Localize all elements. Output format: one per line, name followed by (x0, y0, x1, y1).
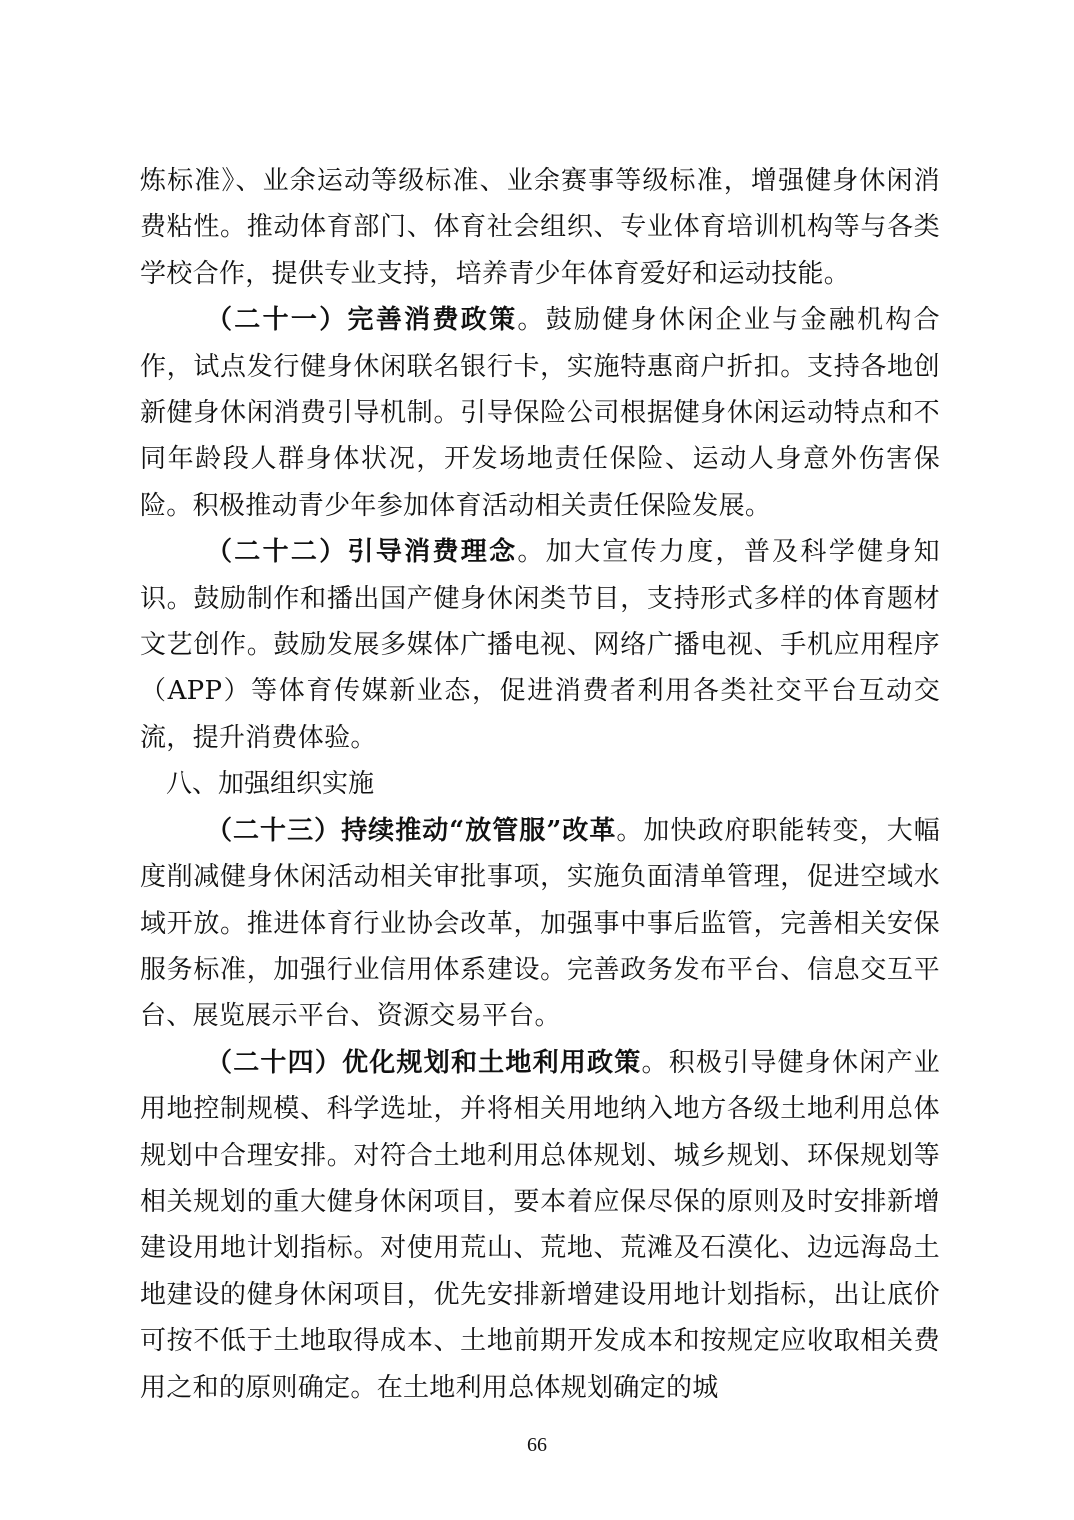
paragraph-heading: （二十二）引导消费理念 (206, 537, 518, 568)
document-page (140, 158, 940, 1411)
paragraph-heading: （二十四）优化规划和土地利用政策 (206, 1047, 642, 1078)
paragraph-body: 。鼓励健身休闲企业与金融机构合作，试点发行健身休闲联名银行卡，实施特惠商户折扣。支持各地创新健身休闲消费引导机制。引导保险公司根据健身休闲运动特点和不同年龄段人群身体状况，开发场地责任保险、运动人身意外伤害保险。积极推动青少年参加体育活动相关责任保险发展。 (140, 305, 940, 521)
page-number: 66 (527, 1434, 547, 1456)
paragraph-heading: （二十三）持续推动“放管服”改革 (206, 815, 617, 846)
paragraph-land-policy (140, 1040, 940, 1411)
paragraph-consumption-concept (140, 529, 940, 761)
paragraph-body: 炼标准》、业余运动等级标准、业余赛事等级标准，增强健身休闲消费粘性。推动体育部门、体育社会组织、专业体育培训机构等与各类学校合作，提供专业支持，培养青少年体育爱好和运动技能。 (140, 166, 940, 289)
paragraph-consumption-policy (140, 297, 940, 529)
paragraph-reform (140, 808, 940, 1040)
paragraph-continuation (140, 158, 940, 297)
paragraph-body: 。加大宣传力度，普及科学健身知识。鼓励制作和播出国产健身休闲类节目，支持形式多样的体育题材文艺创作。鼓励发展多媒体广播电视、网络广播电视、手机应用程序（APP）等体育传媒新业态，促进消费者利用各类社交平台互动交流，提升消费体验。 (140, 537, 940, 753)
paragraph-body: 。加快政府职能转变，大幅度削减健身休闲活动相关审批事项，实施负面清单管理，促进空域水域开放。推进体育行业协会改革，加强事中事后监管，完善相关安保服务标准，加强行业信用体系建设。完善政务发布平台、信息交互平台、展览展示平台、资源交易平台。 (140, 815, 940, 1032)
section-title: 八、加强组织实施 (166, 769, 375, 800)
paragraph-heading: （二十一）完善消费政策 (206, 305, 518, 336)
paragraph-body: 。积极引导健身休闲产业用地控制规模、科学选址，并将相关用地纳入地方各级土地利用总体规划中合理安排。对符合土地利用总体规划、城乡规划、环保规划等相关规划的重大健身休闲项目，要本着应保尽保的原则及时安排新增建设用地计划指标。对使用荒山、荒地、荒滩及石漠化、边远海岛土地建设的健身休闲项目，优先安排新增建设用地计划指标，出让底价可按不低于土地取得成本、土地前期开发成本和按规定应收取相关费用之和的原则确定。在土地利用总体规划确定的城 (140, 1047, 940, 1403)
